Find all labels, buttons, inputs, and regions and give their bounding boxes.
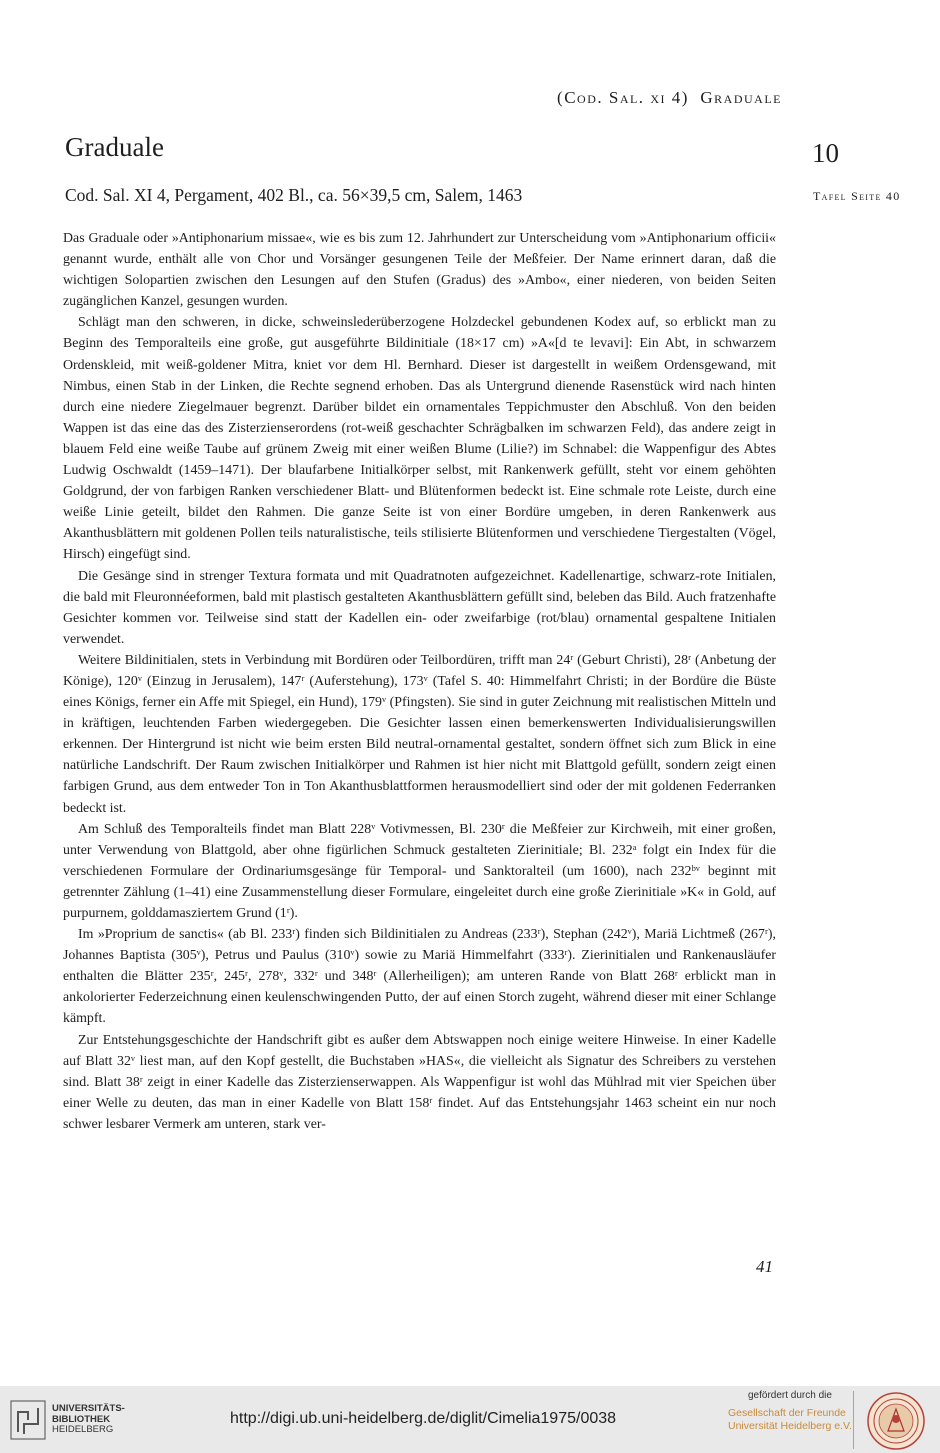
running-head-section: Graduale bbox=[700, 88, 782, 107]
running-head bbox=[557, 88, 782, 108]
library-name-line: UNIVERSITÄTS- bbox=[52, 1403, 125, 1414]
body-text bbox=[63, 228, 776, 1135]
sponsor-label: gefördert durch die bbox=[748, 1390, 832, 1401]
paragraph: Die Gesänge sind in strenger Textura formata und mit Quadratnoten aufgezeichnet. Kadellenartige, schwarz-rote Initialen, die bald mit Fleuronnéeformen, bald mit plastisch gestalteten Akanthusblättern gefüllt sind, beleben das Bild. Auch fratzenhafte Gesichter kommen vor. Teilweise sind statt der Kadellen ein- oder zweifarbige (rot/blau) ornamental gespaltene Initialen verwendet. bbox=[63, 568, 776, 647]
divider bbox=[853, 1391, 854, 1449]
paragraph: Schlägt man den schweren, in dicke, schweinslederüberzogene Holzdeckel gebundenen Kodex auf, so erblickt man zu Beginn des Temporalteils eine große, gut ausgeführte Bildinitiale (18×17 cm) »A«[d te levavi]: Ein Abt, in schwarzem Ordenskleid, mit weiß-goldener Mitra, kniet vor dem Hl. Bernhard. Dieser ist dargestellt in weißem Ordensgewand, mit Nimbus, einen Stab in der Linken, die Rechte segnend erhoben. Das als Untergrund dienende Rasenstück wird nach hinten durch eine niedere Ziegelmauer begrenzt. Darüber bildet ein ornamentales Teppichmuster den Abschluß. Von den beiden Wappen ist das eine das des Zisterzienserordens (rot-weiß geschachter Schrägbalken im schwarzen Feld), das andere zeigt in blauem Feld eine weiße Taube auf grünem Zweig mit einer weißen Blume (Lilie?) im Schnabel: die Wappenfigur des Abtes Ludwig Oschwaldt (1459–1471). Der blaufarbene Initialkörper selbst, mit Rankenwerk gefüllt, steht vor einem gehöhten Goldgrund, der von farbigen Ranken verschiedener Blatt- und Blütenformen bedeckt ist. Eine schmale rote Leiste, durch eine weiße Linie geteilt, bildet den Rahmen. Die ganze Seite ist von einer Bordüre umgeben, in deren Rankenwerk aus Akanthusblättern mit goldenen Pollen teils naturalistische, teils stilisierte Blütenformen und verschiedene Tiergestalten (Vögel, Hirsch) eingefügt sind. bbox=[63, 315, 776, 563]
sponsor-name-line: Universität Heidelberg e.V. bbox=[728, 1419, 852, 1432]
running-head-paren: ( bbox=[557, 88, 565, 107]
sponsor-name-link[interactable] bbox=[728, 1407, 852, 1432]
page-number: 41 bbox=[756, 1257, 773, 1276]
library-name[interactable] bbox=[52, 1404, 125, 1436]
sponsor-name-line: Gesellschaft der Freunde bbox=[728, 1407, 846, 1419]
source-url-link[interactable]: http://digi.ub.uni-heidelberg.de/diglit/Cimelia1975/0038 bbox=[230, 1410, 617, 1427]
running-head-cod: Cod. Sal. bbox=[564, 88, 645, 107]
university-seal-icon[interactable] bbox=[866, 1391, 926, 1451]
paragraph: Weitere Bildinitialen, stets in Verbindung mit Bordüren oder Teilbordüren, trifft man 24ʳ (Geburt Christi), 28ʳ (Anbetung der Könige), 120ᵛ (Einzug in Jerusalem), 147ʳ (Auferstehung), 173ᵛ (Tafel S. 40: Himmelfahrt Christi; in der Bordüre die Büste eines Königs, ferner ein Affe mit Spiegel, ein Hund), 179ᵛ (Pfingsten). Sie sind in guter Zeichnung mit realistischen Mitteln und in kräftigen, leuchtenden Farben wiedergegeben. Die Gesichter lassen einen bemerkenswerten Individualisierungswillen erkennen. Der Hintergrund ist nicht wie beim ersten Bild neutral-ornamental gestaltet, sondern öffnet sich zum Blick in eine natürliche Landschrift. Der Raum zwischen Initialkörper und Rahmen ist hier nicht mit Blattgold gefüllt, sondern zeigt einen farbigen Grund, aus dem entweder Ton in Ton Akanthusblattformen herausmodelliert sind oder der mit goldenen Federranken bedeckt ist. bbox=[63, 652, 776, 816]
paragraph: Am Schluß des Temporalteils findet man Blatt 228ᵛ Votivmessen, Bl. 230ʳ die Meßfeier zur Kirchweih, mit einer großen, unter Verwendung von Blattgold, aber ohne figürlichen Schmuck gestalteten Zierinitiale; Bl. 232ᵃ folgt ein Index für die verschiedenen Formulare der Ordinariumsgesänge für Temporal- und Sanktoralteil (um 1600), nach 232ᵇᵛ beginnt mit getrennter Zählung (1–41) eine Zusammenstellung dieser Formulare, eingeleitet durch eine große Zierinitiale »K« in Gold, auf purpurnem, golddamasziertem Grund (1ʳ). bbox=[63, 821, 776, 921]
plate-reference: Tafel Seite 40 bbox=[813, 189, 901, 203]
library-name-line: HEIDELBERG bbox=[52, 1424, 114, 1435]
paragraph: Im »Proprium de sanctis« (ab Bl. 233ʳ) finden sich Bildinitialen zu Andreas (233ʳ), Stephan (242ᵛ), Mariä Lichtmeß (267ʳ), Johannes Baptista (305ᵛ), Petrus und Paulus (310ᵛ) sowie zu Mariä Himmelfahrt (333ʳ). Zierinitialen und Rankenausläufer enthalten die Blätter 235ʳ, 245ʳ, 278ᵛ, 332ʳ und 348ʳ (Allerheiligen); am unteren Rande von Blatt 268ʳ erblickt man in ankolorierter Federzeichnung einen keulenschwingenden Putto, der auf einen Storch zugeht, während dieser mit einer Schlange kämpft. bbox=[63, 927, 776, 1027]
library-name-line: BIBLIOTHEK bbox=[52, 1413, 111, 1425]
page-title: Graduale bbox=[65, 132, 164, 162]
paragraph: Das Graduale oder »Antiphonarium missae«, wie es bis zum 12. Jahrhundert zur Unterscheidung vom »Antiphonarium officii« genannt wurde, enthält alle von Chor und Vorsänger gesungenen Teile der Meßfeier. Der Name erinnert daran, daß die wichtigen Solopartien zwischen den Lesungen auf den Stufen (Gradus) des »Ambo«, einer niederen, von beiden Seiten zugänglichen Kanzel, gesungen wurden. bbox=[63, 231, 776, 310]
library-logo-icon[interactable] bbox=[10, 1400, 46, 1440]
catalog-number: 10 bbox=[812, 138, 839, 168]
running-head-number: xi 4) bbox=[644, 88, 689, 107]
footer-bar bbox=[0, 1386, 940, 1453]
manuscript-description: Cod. Sal. XI 4, Pergament, 402 Bl., ca. 56×39,5 cm, Salem, 1463 bbox=[65, 185, 523, 205]
paragraph: Zur Entstehungsgeschichte der Handschrift gibt es außer dem Abtswappen noch einige weitere Hinweise. In einer Kadelle auf Blatt 32ᵛ liest man, auf den Kopf gestellt, die Buchstaben »HAS«, die vielleicht als Signatur des Schreibers zu verstehen sind. Blatt 38ʳ zeigt in einer Kadelle das Zisterzienserwappen. Als Wappenfigur ist wohl das Mühlrad mit vier Speichen über einer Welle zu deuten, das man in einer Kadelle von Blatt 158ʳ findet. Auf das Entstehungsjahr 1463 scheint ein nur noch schwer lesbarer Vermerk am unteren, stark ver- bbox=[63, 1032, 776, 1132]
